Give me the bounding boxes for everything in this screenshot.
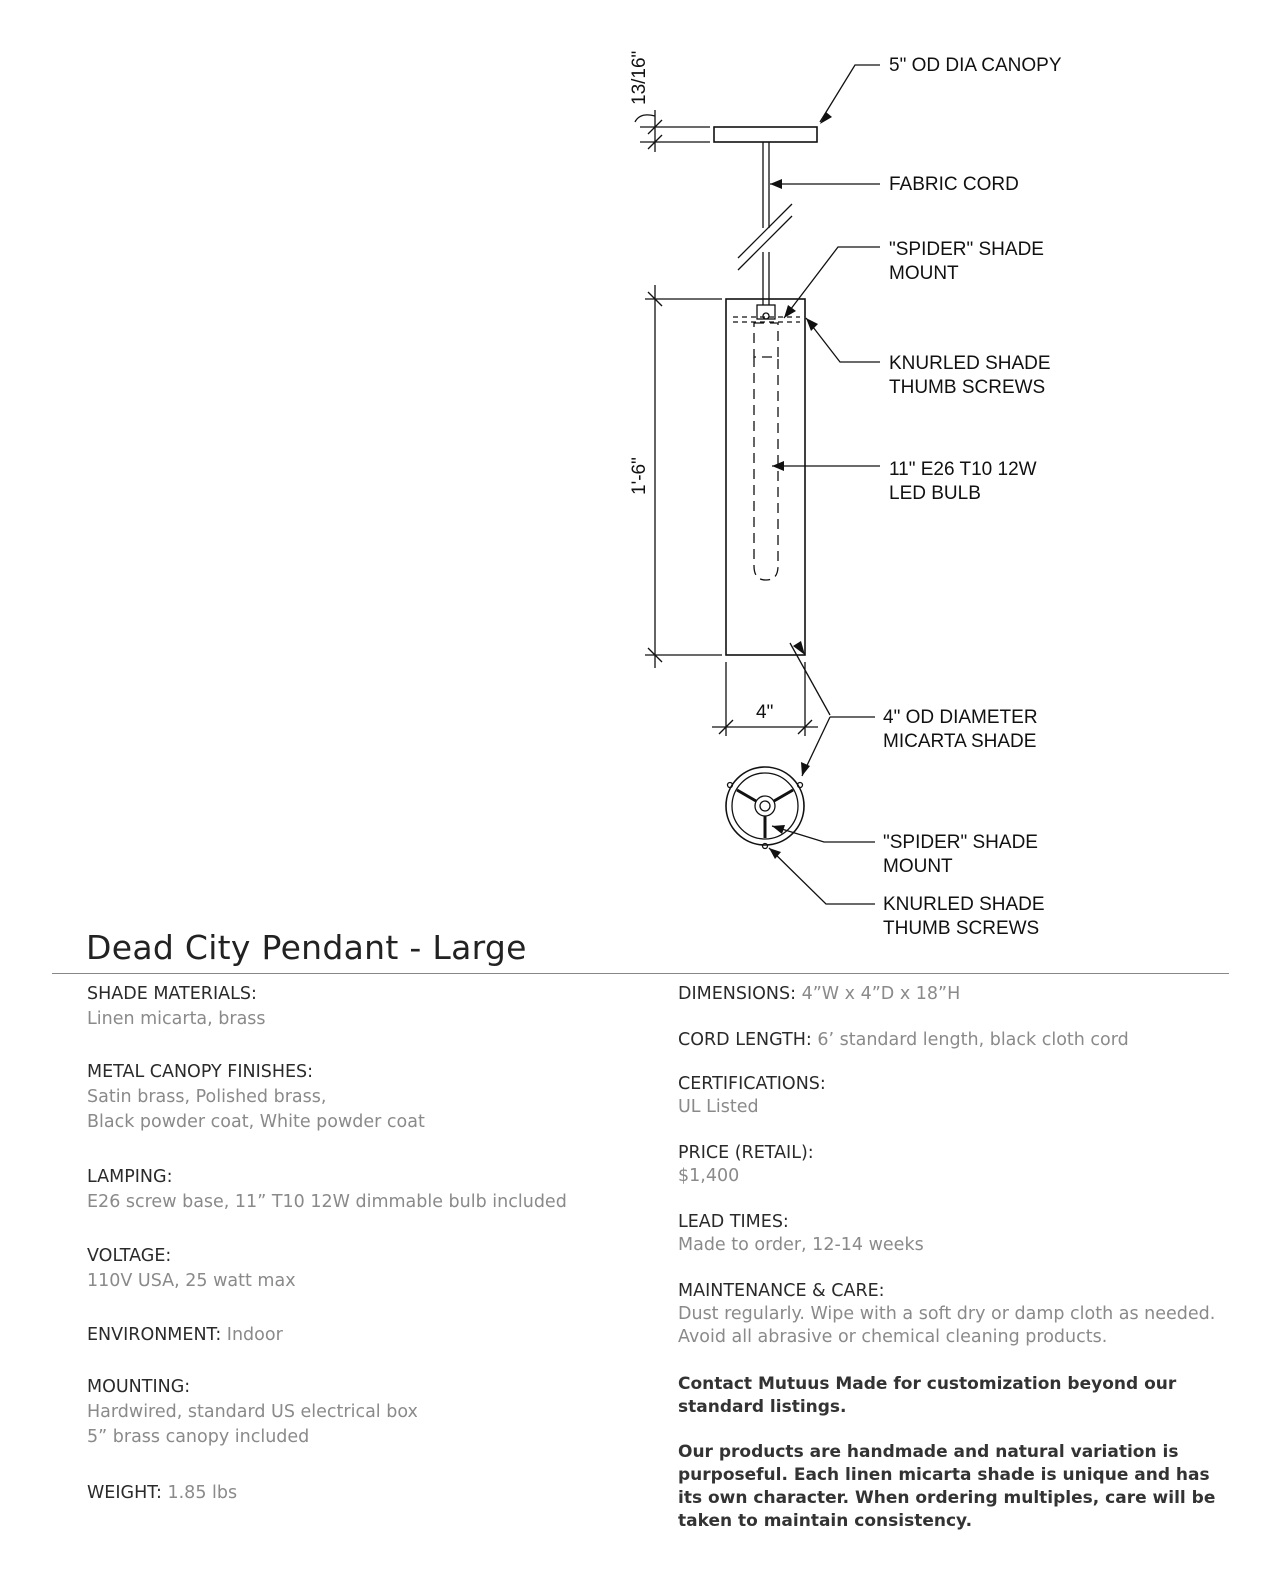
callout-spider-mount-top: "SPIDER" SHADE MOUNT (889, 239, 1044, 284)
dim-shade-height: 1'-6" (629, 457, 650, 495)
dim-canopy-thickness: 13/16" (629, 50, 650, 105)
spec-mounting: MOUNTING: Hardwired, standard US electrical box 5” brass canopy included (87, 1377, 418, 1447)
dim-shade-width: 4" (756, 702, 774, 723)
handmade-note: Our products are handmade and natural variation is purposeful. Each linen micarta shade is unique and has its own character. When ordering multiples, care will be taken to maintain consistency. (678, 1442, 1216, 1531)
callout-thumb-screws-top: KNURLED SHADE THUMB SCREWS (889, 353, 1051, 398)
spec-cord-length: CORD LENGTH: 6’ standard length, black cloth cord (678, 1030, 1129, 1050)
customization-note: Contact Mutuus Made for customization beyond our standard listings. (678, 1374, 1177, 1417)
spec-shade-materials: SHADE MATERIALS: Linen micarta, brass (87, 984, 266, 1029)
callout-spider-mount-bottom: "SPIDER" SHADE MOUNT (883, 832, 1038, 877)
spec-price: PRICE (RETAIL): $1,400 (678, 1143, 814, 1186)
spec-lamping: LAMPING: E26 screw base, 11” T10 12W dimmable bulb included (87, 1167, 567, 1212)
callout-canopy: 5" OD DIA CANOPY (889, 55, 1062, 76)
spec-canopy-finishes: METAL CANOPY FINISHES: Satin brass, Polished brass, Black powder coat, White powder coat (87, 1062, 425, 1132)
spec-dimensions: DIMENSIONS: 4”W x 4”D x 18”H (678, 984, 961, 1004)
title-divider (52, 973, 1229, 974)
callout-shade: 4" OD DIAMETER MICARTA SHADE (883, 707, 1038, 752)
spec-certifications: CERTIFICATIONS: UL Listed (678, 1074, 826, 1117)
callout-thumb-screws-bottom: KNURLED SHADE THUMB SCREWS (883, 894, 1045, 939)
spec-environment: ENVIRONMENT: Indoor (87, 1325, 283, 1345)
bulb-hidden-lines (754, 323, 778, 580)
canopy (714, 127, 817, 142)
spec-voltage: VOLTAGE: 110V USA, 25 watt max (87, 1246, 296, 1291)
shade-elevation (726, 299, 805, 655)
spec-maintenance: MAINTENANCE & CARE: Dust regularly. Wipe with a soft dry or damp cloth as needed. Avoid all abrasive or chemical cleaning products. (678, 1281, 1216, 1347)
product-title: Dead City Pendant - Large (86, 928, 527, 967)
callout-fabric-cord: FABRIC CORD (889, 174, 1019, 195)
callout-bulb: 11" E26 T10 12W LED BULB (889, 459, 1037, 504)
spec-lead-times: LEAD TIMES: Made to order, 12-14 weeks (678, 1212, 924, 1255)
spec-weight: WEIGHT: 1.85 lbs (87, 1483, 238, 1503)
